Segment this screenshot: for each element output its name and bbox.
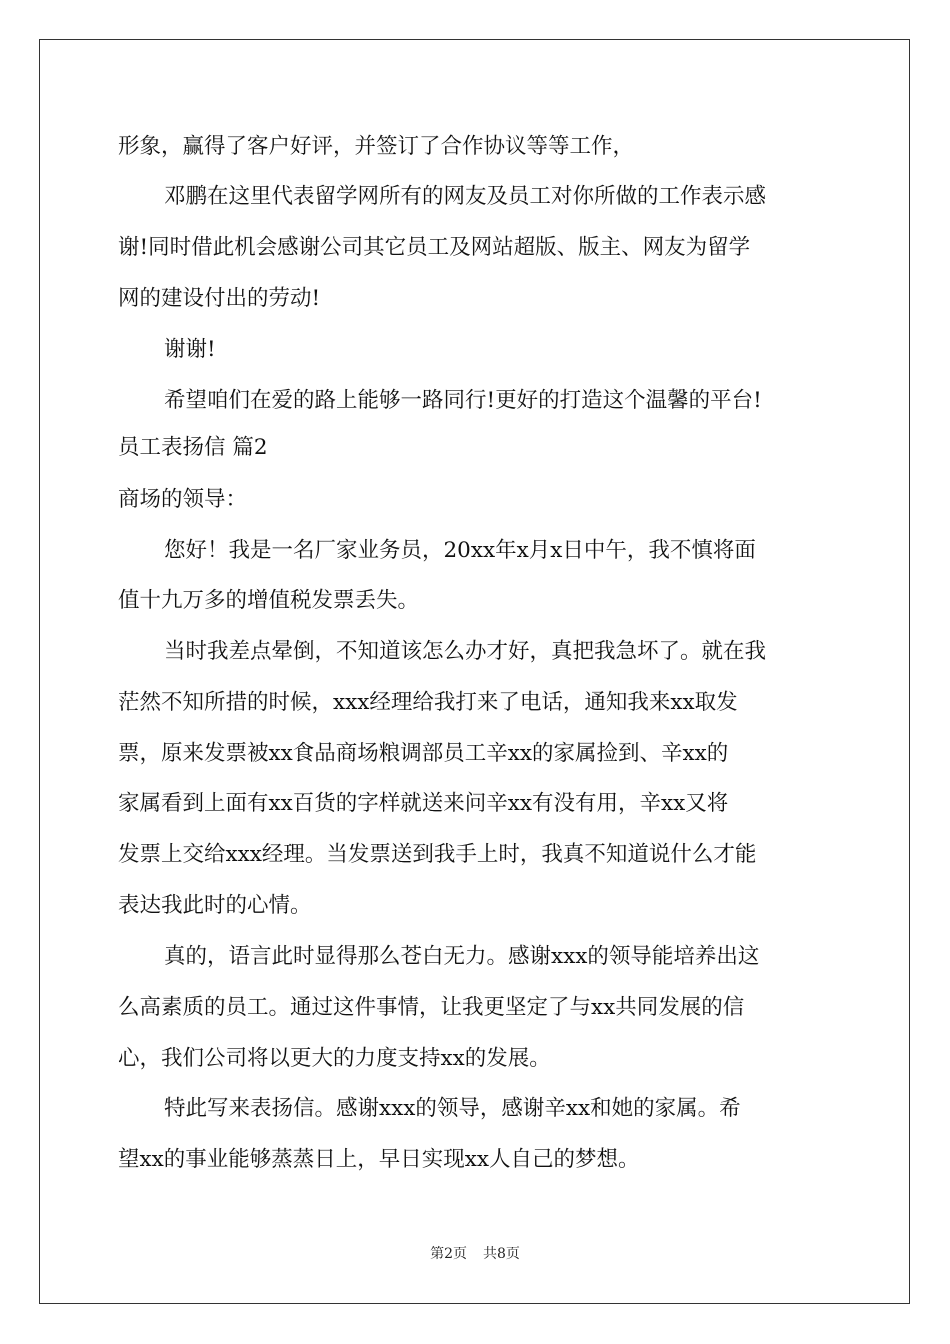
page-total: 共8页 bbox=[483, 1246, 520, 1262]
text-line: 心，我们公司将以更大的力度支持xx的发展。 bbox=[118, 1046, 551, 1071]
text-line: 么高素质的员工。通过这件事情，让我更坚定了与xx共同发展的信 bbox=[118, 995, 745, 1020]
paragraph-line: 谢谢! bbox=[164, 337, 216, 362]
text-line: 网的建设付出的劳动! bbox=[118, 286, 321, 311]
text-line: 值十九万多的增值税发票丢失。 bbox=[118, 588, 420, 613]
page-number: 第2页 bbox=[430, 1246, 467, 1262]
salutation: 商场的领导： bbox=[118, 487, 248, 512]
page-footer bbox=[0, 1244, 950, 1264]
text-line: 望xx的事业能够蒸蒸日上，早日实现xx人自己的梦想。 bbox=[118, 1147, 640, 1172]
paragraph-line: 真的，语言此时显得那么苍白无力。感谢xxx的领导能培养出这 bbox=[164, 944, 760, 969]
text-line: 家属看到上面有xx百货的字样就送来问辛xx有没有用，辛xx又将 bbox=[118, 791, 729, 816]
text-line: 表达我此时的心情。 bbox=[118, 893, 312, 918]
paragraph-line: 邓鹏在这里代表留学网所有的网友及员工对你所做的工作表示感 bbox=[164, 184, 767, 209]
paragraph-line: 特此写来表扬信。感谢xxx的领导，感谢辛xx和她的家属。希 bbox=[164, 1096, 741, 1121]
paragraph-line: 当时我差点晕倒，不知道该怎么办才好，真把我急坏了。就在我 bbox=[164, 639, 767, 664]
section-heading: 员工表扬信 篇2 bbox=[118, 435, 268, 460]
text-line: 票，原来发票被xx食品商场粮调部员工辛xx的家属捡到、辛xx的 bbox=[118, 741, 729, 766]
text-line: 茫然不知所措的时候，xxx经理给我打来了电话，通知我来xx取发 bbox=[118, 690, 738, 715]
paragraph-line: 您好！我是一名厂家业务员，20xx年x月x日中午，我不慎将面 bbox=[164, 538, 756, 563]
paragraph-line: 希望咱们在爱的路上能够一路同行!更好的打造这个温馨的平台! bbox=[164, 388, 762, 413]
text-line: 形象，赢得了客户好评，并签订了合作协议等等工作， bbox=[118, 134, 635, 159]
text-line: 发票上交给xxx经理。当发票送到我手上时，我真不知道说什么才能 bbox=[118, 842, 757, 867]
text-line: 谢!同时借此机会感谢公司其它员工及网站超版、版主、网友为留学 bbox=[118, 235, 751, 260]
